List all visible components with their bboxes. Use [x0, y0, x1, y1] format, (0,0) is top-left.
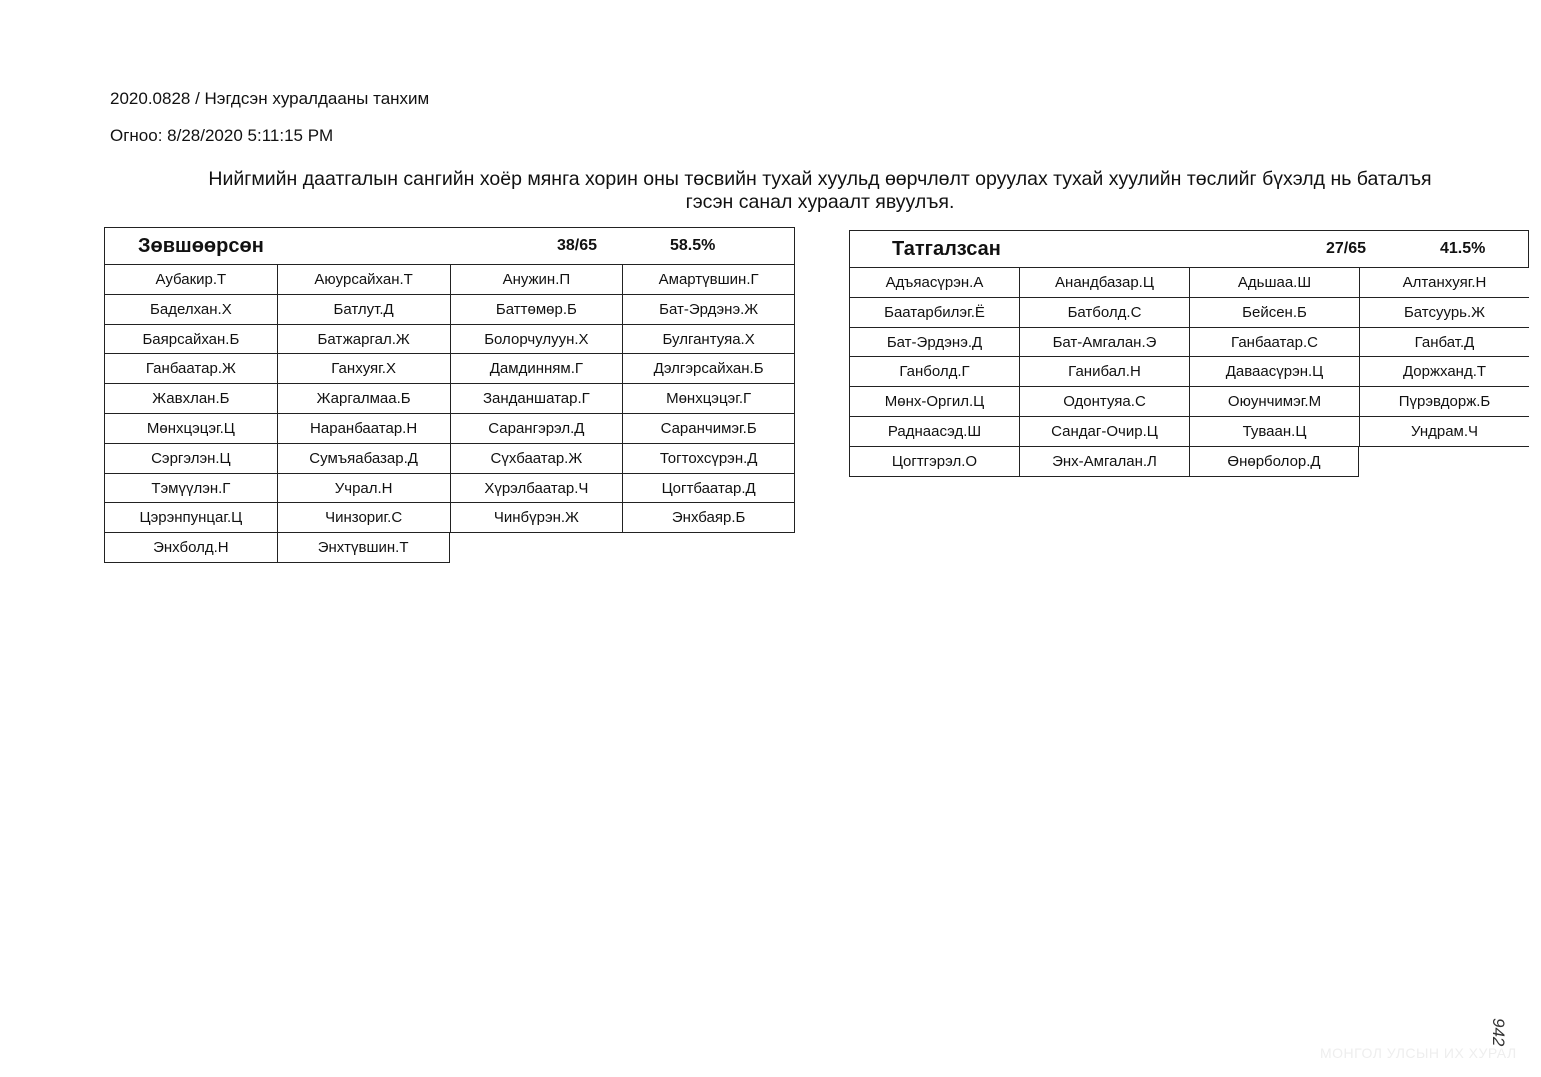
member-name: Энхтүвшин.Т: [277, 533, 450, 563]
member-name: Аубакир.Т: [104, 265, 277, 295]
session-title: 2020.0828 / Нэгдсэн хуралдааны танхим: [110, 89, 430, 108]
member-name: Батсуурь.Ж: [1359, 298, 1529, 328]
member-name: Тэмүүлэн.Г: [104, 474, 277, 504]
rejected-names-grid: [849, 268, 1529, 477]
member-name: Амартүвшин.Г: [622, 265, 795, 295]
member-name: Сандаг-Очир.Ц: [1019, 417, 1189, 447]
member-name: Бейсен.Б: [1189, 298, 1359, 328]
member-name: Сүхбаатар.Ж: [450, 444, 623, 474]
approved-title: Зөвшөөрсөн: [138, 234, 264, 257]
member-name: Туваан.Ц: [1189, 417, 1359, 447]
member-name: Мөнхцэцэг.Ц: [104, 414, 277, 444]
member-name: Анужин.П: [450, 265, 623, 295]
member-name: Батлут.Д: [277, 295, 450, 325]
member-name: Тогтохсүрэн.Д: [622, 444, 795, 474]
member-name: Ундрам.Ч: [1359, 417, 1529, 447]
member-name: Анандбазар.Ц: [1019, 268, 1189, 298]
motion-line-2: гэсэн санал хураалт явуулъя.: [685, 191, 955, 213]
member-name: Өнөрболор.Д: [1189, 447, 1359, 477]
rejected-header: [849, 230, 1529, 268]
member-name: Баделхан.Х: [104, 295, 277, 325]
member-name: Энхбаяр.Б: [622, 503, 795, 533]
member-name: Адъяасүрэн.А: [849, 268, 1019, 298]
motion-text: [120, 168, 1520, 214]
member-name: Батжаргал.Ж: [277, 325, 450, 355]
member-name: Ганхуяг.Х: [277, 354, 450, 384]
member-name: Чинбүрэн.Ж: [450, 503, 623, 533]
rejected-title: Татгалзсан: [892, 237, 1001, 260]
approved-block: [104, 227, 795, 563]
member-name: Ганболд.Г: [849, 357, 1019, 387]
member-name: Сарангэрэл.Д: [450, 414, 623, 444]
member-name: Алтанхуяг.Н: [1359, 268, 1529, 298]
member-name: Булгантуяа.Х: [622, 325, 795, 355]
member-name: Бат-Амгалан.Э: [1019, 328, 1189, 358]
approved-header: [104, 227, 795, 265]
rejected-count: 27/65: [1326, 240, 1367, 257]
member-name: Адьшаа.Ш: [1189, 268, 1359, 298]
approved-count: 38/65: [557, 237, 598, 254]
member-name: Цогтгэрэл.О: [849, 447, 1019, 477]
member-name: Даваасүрэн.Ц: [1189, 357, 1359, 387]
member-name: Учрал.Н: [277, 474, 450, 504]
rejected-block: [849, 230, 1529, 477]
member-name: Дамдинням.Г: [450, 354, 623, 384]
member-name: Баттөмөр.Б: [450, 295, 623, 325]
member-name: Занданшатар.Г: [450, 384, 623, 414]
member-name: Ганибал.Н: [1019, 357, 1189, 387]
member-name: Болорчулуун.Х: [450, 325, 623, 355]
member-name: Саранчимэг.Б: [622, 414, 795, 444]
member-name: Раднаасэд.Ш: [849, 417, 1019, 447]
member-name: Ганбаатар.С: [1189, 328, 1359, 358]
member-name: Одонтуяа.С: [1019, 387, 1189, 417]
member-name: Наранбаатар.Н: [277, 414, 450, 444]
member-name: Сэргэлэн.Ц: [104, 444, 277, 474]
member-name: Цогтбаатар.Д: [622, 474, 795, 504]
member-name: Баярсайхан.Б: [104, 325, 277, 355]
member-name: Чинзориг.С: [277, 503, 450, 533]
page-stamp: 942: [1489, 1018, 1508, 1047]
member-name: Аюурсайхан.Т: [277, 265, 450, 295]
member-name: Энх-Амгалан.Л: [1019, 447, 1189, 477]
member-name: Жавхлан.Б: [104, 384, 277, 414]
member-name: Энхболд.Н: [104, 533, 277, 563]
member-name: Батболд.С: [1019, 298, 1189, 328]
member-name: Дэлгэрсайхан.Б: [622, 354, 795, 384]
approved-percent: 58.5%: [670, 237, 716, 254]
member-name: Жаргалмаа.Б: [277, 384, 450, 414]
watermark: МОНГОЛ УЛСЫН ИХ ХУРАЛ: [1320, 1045, 1517, 1061]
approved-names-grid: [104, 265, 795, 563]
rejected-percent: 41.5%: [1440, 240, 1486, 257]
member-name: Цэрэнпунцаг.Ц: [104, 503, 277, 533]
member-name: Доржханд.Т: [1359, 357, 1529, 387]
motion-line-1: Нийгмийн даатгалын сангийн хоёр мянга хорин оны төсвийн тухай хуульд өөрчлөлт оруулах тухай хуулийн төслийг бүхэлд нь баталъя: [208, 168, 1432, 190]
member-name: Оюунчимэг.М: [1189, 387, 1359, 417]
member-name: Пүрэвдорж.Б: [1359, 387, 1529, 417]
member-name: Ганбаатар.Ж: [104, 354, 277, 384]
member-name: Мөнхцэцэг.Г: [622, 384, 795, 414]
member-name: Ганбат.Д: [1359, 328, 1529, 358]
member-name: Бат-Эрдэнэ.Д: [849, 328, 1019, 358]
member-name: Хүрэлбаатар.Ч: [450, 474, 623, 504]
member-name: Бат-Эрдэнэ.Ж: [622, 295, 795, 325]
member-name: Мөнх-Оргил.Ц: [849, 387, 1019, 417]
member-name: Баатарбилэг.Ё: [849, 298, 1019, 328]
member-name: Сумъяабазар.Д: [277, 444, 450, 474]
date-line: Огноо: 8/28/2020 5:11:15 PM: [110, 126, 334, 145]
